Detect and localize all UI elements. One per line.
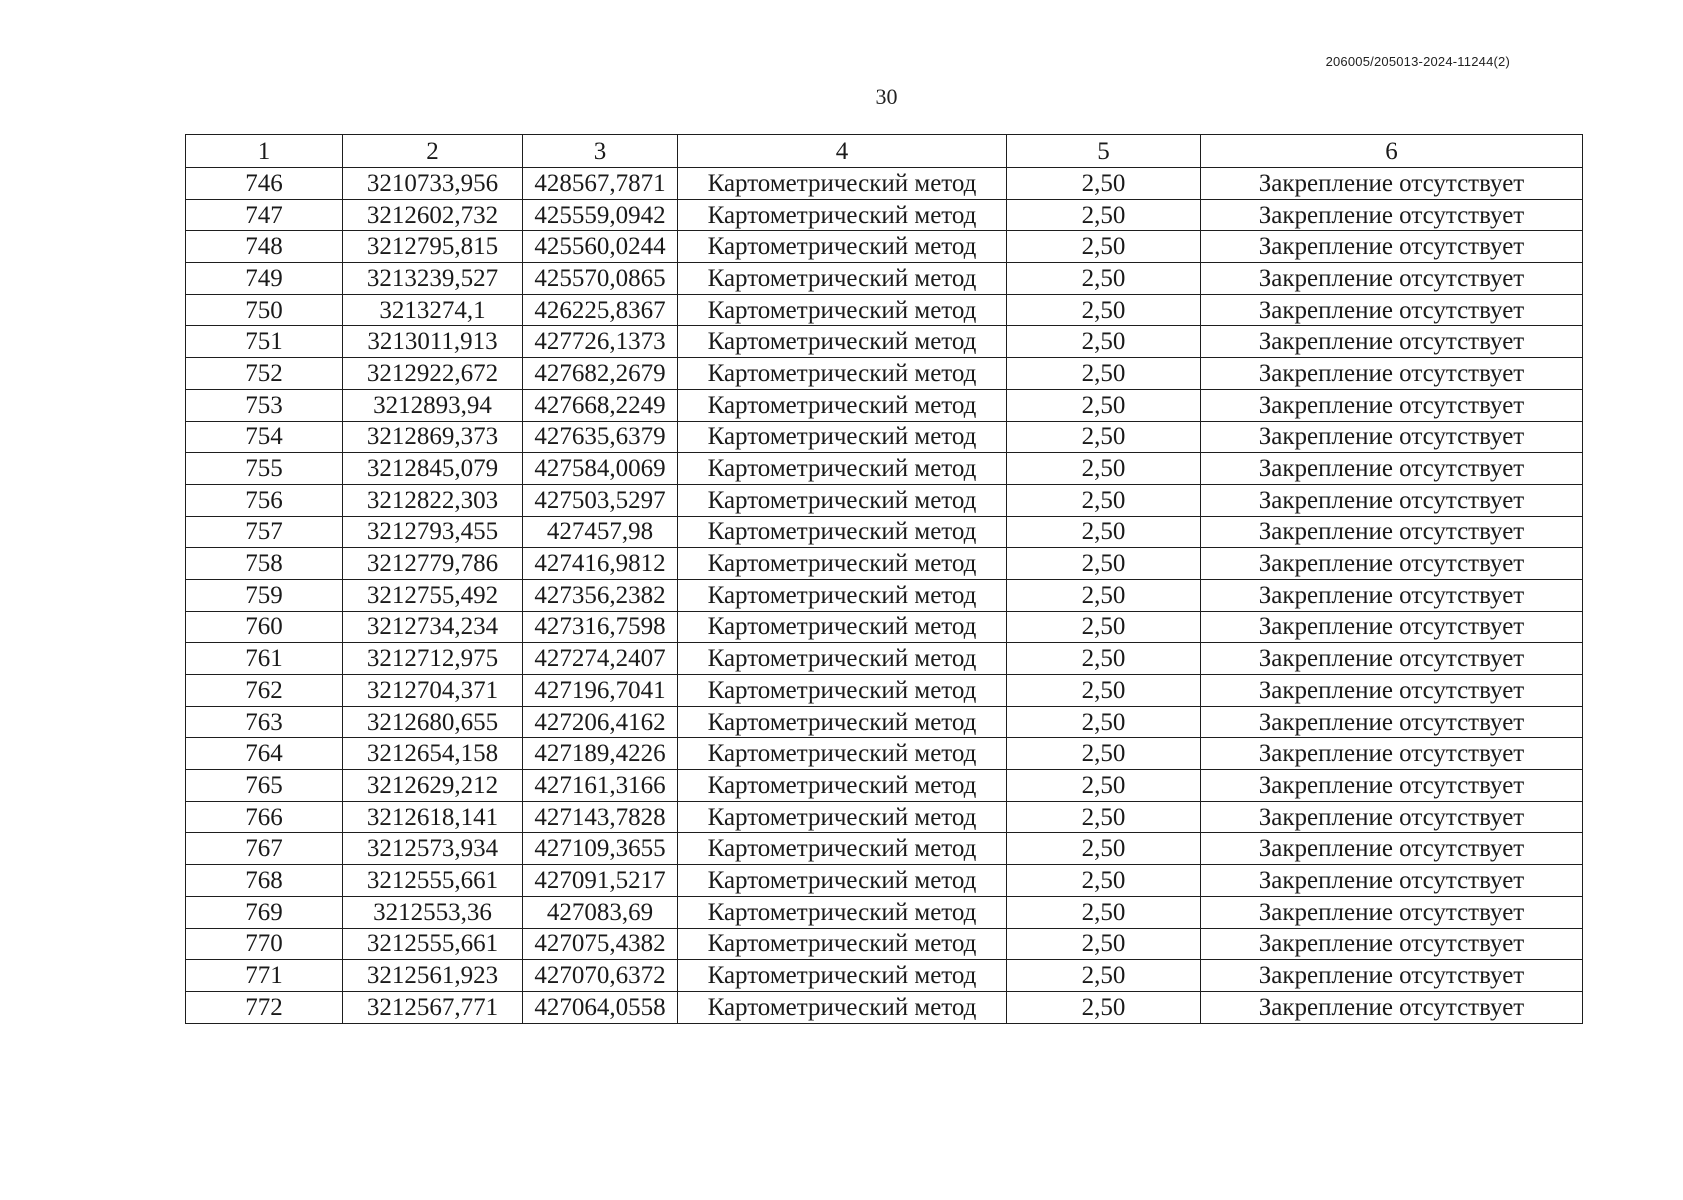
x-coordinate-cell: 3212555,661 [343,865,523,897]
method-cell: Картометрический метод [678,643,1007,675]
fixation-cell: Закрепление отсутствует [1201,738,1583,770]
x-coordinate-cell: 3212561,923 [343,960,523,992]
table-row [186,960,1583,992]
table-row [186,738,1583,770]
method-cell: Картометрический метод [678,326,1007,358]
method-cell: Картометрический метод [678,421,1007,453]
point-number-cell: 759 [186,579,343,611]
method-cell: Картометрический метод [678,579,1007,611]
table-row [186,326,1583,358]
point-number-cell: 768 [186,865,343,897]
accuracy-cell: 2,50 [1007,801,1201,833]
y-coordinate-cell: 427189,4226 [523,738,678,770]
y-coordinate-cell: 427161,3166 [523,770,678,802]
accuracy-cell: 2,50 [1007,263,1201,295]
y-coordinate-cell: 427726,1373 [523,326,678,358]
method-cell: Картометрический метод [678,928,1007,960]
method-cell: Картометрический метод [678,960,1007,992]
table-row [186,548,1583,580]
x-coordinate-cell: 3212602,732 [343,199,523,231]
header-cell-col-6: 6 [1201,135,1583,168]
point-number-cell: 764 [186,738,343,770]
x-coordinate-cell: 3213274,1 [343,294,523,326]
method-cell: Картометрический метод [678,611,1007,643]
x-coordinate-cell: 3213239,527 [343,263,523,295]
point-number-cell: 763 [186,706,343,738]
point-number-cell: 750 [186,294,343,326]
table-row [186,611,1583,643]
point-number-cell: 765 [186,770,343,802]
x-coordinate-cell: 3212795,815 [343,231,523,263]
table-row [186,579,1583,611]
document-id: 206005/205013-2024-11244(2) [1325,54,1510,69]
method-cell: Картометрический метод [678,991,1007,1023]
y-coordinate-cell: 427196,7041 [523,675,678,707]
method-cell: Картометрический метод [678,199,1007,231]
table-row [186,263,1583,295]
y-coordinate-cell: 427064,0558 [523,991,678,1023]
x-coordinate-cell: 3212734,234 [343,611,523,643]
table-row [186,801,1583,833]
y-coordinate-cell: 427635,6379 [523,421,678,453]
accuracy-cell: 2,50 [1007,579,1201,611]
y-coordinate-cell: 426225,8367 [523,294,678,326]
fixation-cell: Закрепление отсутствует [1201,358,1583,390]
fixation-cell: Закрепление отсутствует [1201,770,1583,802]
y-coordinate-cell: 428567,7871 [523,168,678,200]
x-coordinate-cell: 3213011,913 [343,326,523,358]
header-cell-col-3: 3 [523,135,678,168]
coordinates-table-container [185,134,1583,1024]
x-coordinate-cell: 3212822,303 [343,484,523,516]
method-cell: Картометрический метод [678,896,1007,928]
y-coordinate-cell: 427682,2679 [523,358,678,390]
y-coordinate-cell: 425570,0865 [523,263,678,295]
table-row [186,484,1583,516]
accuracy-cell: 2,50 [1007,643,1201,675]
table-row [186,675,1583,707]
fixation-cell: Закрепление отсутствует [1201,516,1583,548]
accuracy-cell: 2,50 [1007,294,1201,326]
accuracy-cell: 2,50 [1007,706,1201,738]
table-row [186,453,1583,485]
method-cell: Картометрический метод [678,833,1007,865]
y-coordinate-cell: 427503,5297 [523,484,678,516]
y-coordinate-cell: 427109,3655 [523,833,678,865]
method-cell: Картометрический метод [678,294,1007,326]
accuracy-cell: 2,50 [1007,991,1201,1023]
y-coordinate-cell: 427070,6372 [523,960,678,992]
table-body [186,135,1583,1024]
y-coordinate-cell: 427668,2249 [523,389,678,421]
fixation-cell: Закрепление отсутствует [1201,453,1583,485]
point-number-cell: 760 [186,611,343,643]
fixation-cell: Закрепление отсутствует [1201,199,1583,231]
point-number-cell: 766 [186,801,343,833]
y-coordinate-cell: 427416,9812 [523,548,678,580]
table-row [186,896,1583,928]
fixation-cell: Закрепление отсутствует [1201,928,1583,960]
point-number-cell: 746 [186,168,343,200]
point-number-cell: 771 [186,960,343,992]
y-coordinate-cell: 427457,98 [523,516,678,548]
y-coordinate-cell: 427143,7828 [523,801,678,833]
method-cell: Картометрический метод [678,738,1007,770]
method-cell: Картометрический метод [678,548,1007,580]
accuracy-cell: 2,50 [1007,865,1201,897]
y-coordinate-cell: 427274,2407 [523,643,678,675]
accuracy-cell: 2,50 [1007,770,1201,802]
x-coordinate-cell: 3212779,786 [343,548,523,580]
fixation-cell: Закрепление отсутствует [1201,706,1583,738]
accuracy-cell: 2,50 [1007,960,1201,992]
fixation-cell: Закрепление отсутствует [1201,643,1583,675]
fixation-cell: Закрепление отсутствует [1201,168,1583,200]
y-coordinate-cell: 427206,4162 [523,706,678,738]
fixation-cell: Закрепление отсутствует [1201,579,1583,611]
header-cell-col-2: 2 [343,135,523,168]
accuracy-cell: 2,50 [1007,738,1201,770]
x-coordinate-cell: 3212869,373 [343,421,523,453]
point-number-cell: 762 [186,675,343,707]
point-number-cell: 758 [186,548,343,580]
point-number-cell: 761 [186,643,343,675]
header-cell-col-5: 5 [1007,135,1201,168]
fixation-cell: Закрепление отсутствует [1201,389,1583,421]
fixation-cell: Закрепление отсутствует [1201,801,1583,833]
method-cell: Картометрический метод [678,516,1007,548]
point-number-cell: 769 [186,896,343,928]
fixation-cell: Закрепление отсутствует [1201,421,1583,453]
method-cell: Картометрический метод [678,263,1007,295]
y-coordinate-cell: 425560,0244 [523,231,678,263]
point-number-cell: 772 [186,991,343,1023]
accuracy-cell: 2,50 [1007,231,1201,263]
x-coordinate-cell: 3212755,492 [343,579,523,611]
fixation-cell: Закрепление отсутствует [1201,991,1583,1023]
table-row [186,231,1583,263]
fixation-cell: Закрепление отсутствует [1201,484,1583,516]
point-number-cell: 754 [186,421,343,453]
x-coordinate-cell: 3212893,94 [343,389,523,421]
method-cell: Картометрический метод [678,231,1007,263]
fixation-cell: Закрепление отсутствует [1201,896,1583,928]
point-number-cell: 753 [186,389,343,421]
x-coordinate-cell: 3212922,672 [343,358,523,390]
x-coordinate-cell: 3212712,975 [343,643,523,675]
table-row [186,294,1583,326]
coordinates-table [185,134,1583,1024]
x-coordinate-cell: 3212555,661 [343,928,523,960]
y-coordinate-cell: 427356,2382 [523,579,678,611]
accuracy-cell: 2,50 [1007,516,1201,548]
accuracy-cell: 2,50 [1007,928,1201,960]
point-number-cell: 767 [186,833,343,865]
fixation-cell: Закрепление отсутствует [1201,263,1583,295]
x-coordinate-cell: 3212793,455 [343,516,523,548]
point-number-cell: 757 [186,516,343,548]
table-row [186,516,1583,548]
x-coordinate-cell: 3212567,771 [343,991,523,1023]
method-cell: Картометрический метод [678,770,1007,802]
y-coordinate-cell: 427316,7598 [523,611,678,643]
x-coordinate-cell: 3212680,655 [343,706,523,738]
point-number-cell: 770 [186,928,343,960]
accuracy-cell: 2,50 [1007,168,1201,200]
method-cell: Картометрический метод [678,801,1007,833]
fixation-cell: Закрепление отсутствует [1201,326,1583,358]
y-coordinate-cell: 427091,5217 [523,865,678,897]
accuracy-cell: 2,50 [1007,358,1201,390]
x-coordinate-cell: 3212573,934 [343,833,523,865]
table-row [186,833,1583,865]
y-coordinate-cell: 427584,0069 [523,453,678,485]
method-cell: Картометрический метод [678,865,1007,897]
accuracy-cell: 2,50 [1007,548,1201,580]
point-number-cell: 749 [186,263,343,295]
method-cell: Картометрический метод [678,168,1007,200]
page-number: 30 [875,84,898,109]
x-coordinate-cell: 3210733,956 [343,168,523,200]
accuracy-cell: 2,50 [1007,389,1201,421]
header-cell-col-4: 4 [678,135,1007,168]
fixation-cell: Закрепление отсутствует [1201,294,1583,326]
accuracy-cell: 2,50 [1007,896,1201,928]
y-coordinate-cell: 425559,0942 [523,199,678,231]
accuracy-cell: 2,50 [1007,675,1201,707]
x-coordinate-cell: 3212845,079 [343,453,523,485]
accuracy-cell: 2,50 [1007,611,1201,643]
table-row [186,770,1583,802]
table-row [186,643,1583,675]
method-cell: Картометрический метод [678,484,1007,516]
x-coordinate-cell: 3212704,371 [343,675,523,707]
fixation-cell: Закрепление отсутствует [1201,548,1583,580]
y-coordinate-cell: 427083,69 [523,896,678,928]
point-number-cell: 756 [186,484,343,516]
fixation-cell: Закрепление отсутствует [1201,960,1583,992]
fixation-cell: Закрепление отсутствует [1201,865,1583,897]
table-row [186,421,1583,453]
point-number-cell: 751 [186,326,343,358]
accuracy-cell: 2,50 [1007,326,1201,358]
point-number-cell: 755 [186,453,343,485]
table-header-row [186,135,1583,168]
accuracy-cell: 2,50 [1007,421,1201,453]
method-cell: Картометрический метод [678,453,1007,485]
accuracy-cell: 2,50 [1007,453,1201,485]
table-row [186,991,1583,1023]
method-cell: Картометрический метод [678,706,1007,738]
table-row [186,706,1583,738]
fixation-cell: Закрепление отсутствует [1201,675,1583,707]
table-row [186,358,1583,390]
accuracy-cell: 2,50 [1007,484,1201,516]
point-number-cell: 747 [186,199,343,231]
method-cell: Картометрический метод [678,389,1007,421]
fixation-cell: Закрепление отсутствует [1201,611,1583,643]
header-cell-col-1: 1 [186,135,343,168]
table-row [186,389,1583,421]
point-number-cell: 748 [186,231,343,263]
y-coordinate-cell: 427075,4382 [523,928,678,960]
x-coordinate-cell: 3212654,158 [343,738,523,770]
accuracy-cell: 2,50 [1007,199,1201,231]
method-cell: Картометрический метод [678,675,1007,707]
fixation-cell: Закрепление отсутствует [1201,231,1583,263]
table-row [186,168,1583,200]
x-coordinate-cell: 3212553,36 [343,896,523,928]
x-coordinate-cell: 3212629,212 [343,770,523,802]
method-cell: Картометрический метод [678,358,1007,390]
table-row [186,928,1583,960]
accuracy-cell: 2,50 [1007,833,1201,865]
table-row [186,865,1583,897]
point-number-cell: 752 [186,358,343,390]
fixation-cell: Закрепление отсутствует [1201,833,1583,865]
x-coordinate-cell: 3212618,141 [343,801,523,833]
table-row [186,199,1583,231]
